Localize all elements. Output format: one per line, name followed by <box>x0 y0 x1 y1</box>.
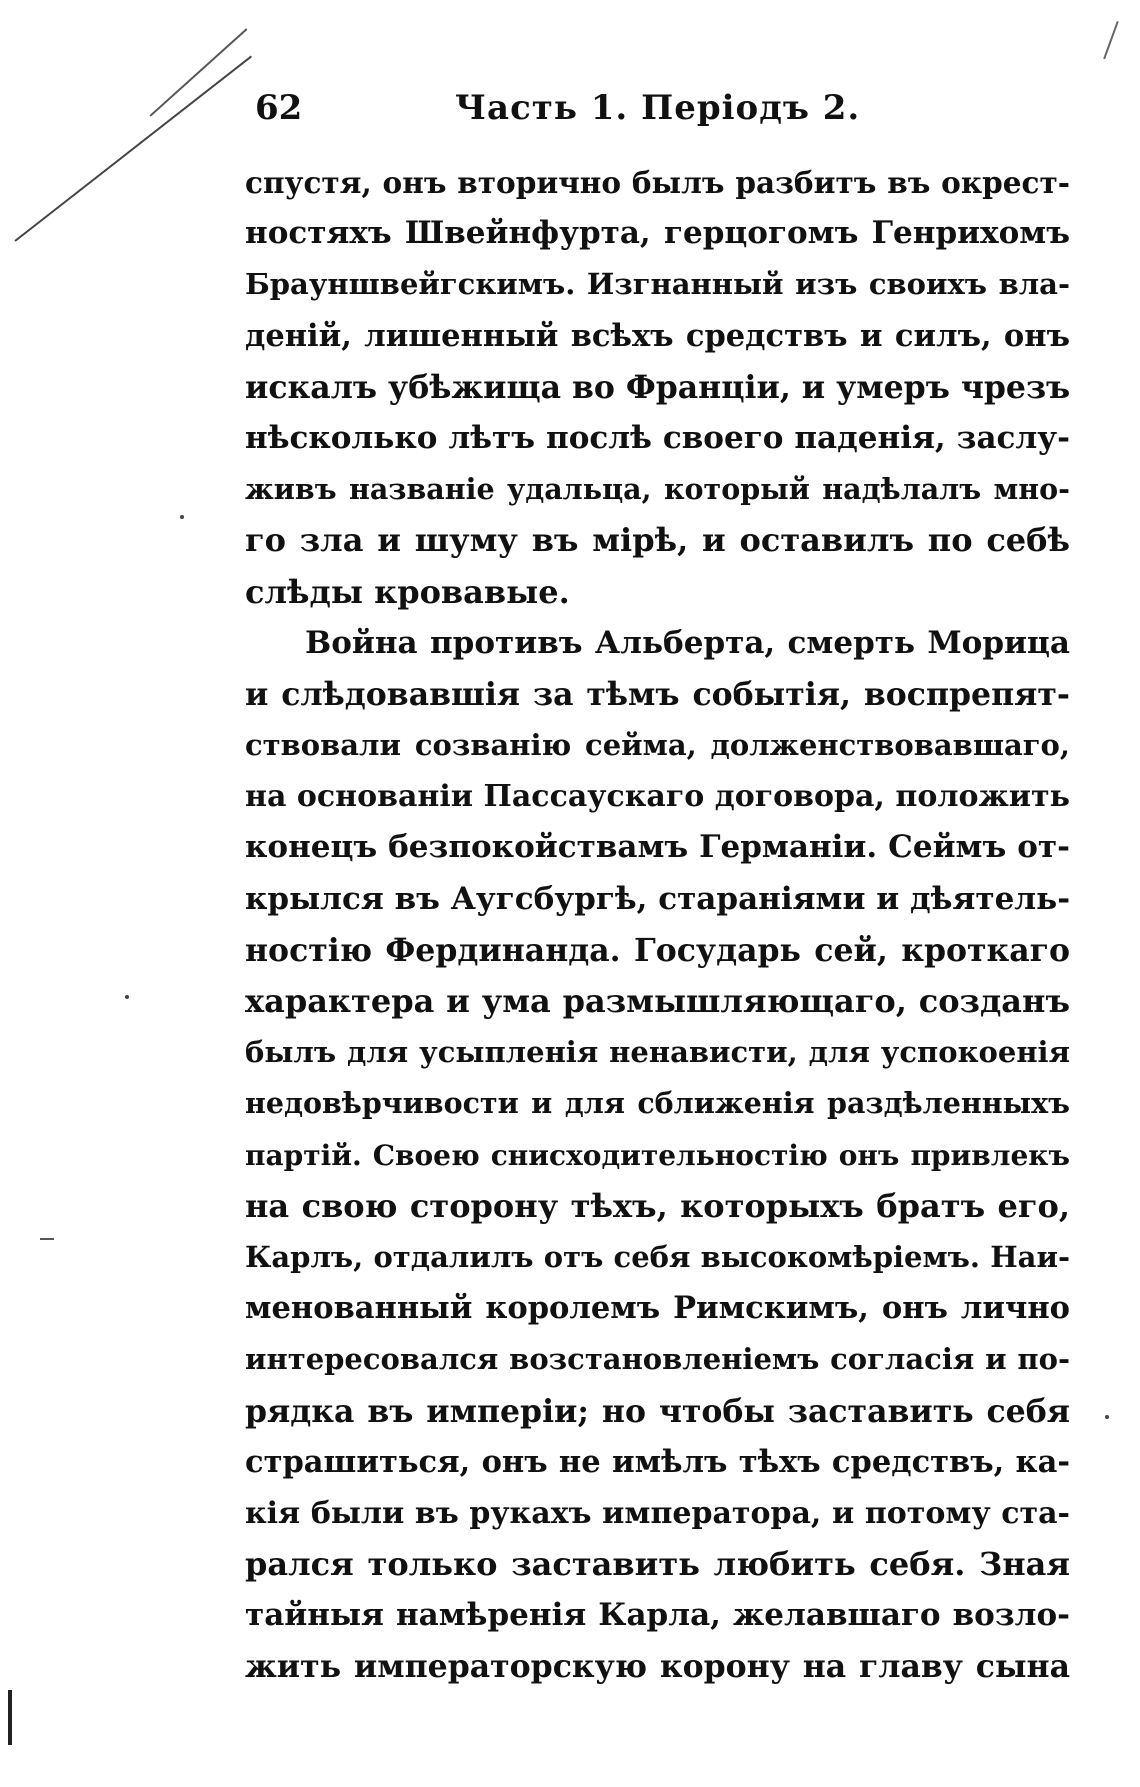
margin-mark-right <box>1103 21 1118 59</box>
text-line: ностяхъ Швейнфурта, герцогомъ Генрихомъ <box>245 215 1070 252</box>
margin-pen-stroke <box>14 56 252 242</box>
text-line: недовѣрчивости и для сближенія раздѣленныхъ <box>245 1086 1070 1121</box>
text-line: ствовали созванію сейма, долженствовавшаго, <box>245 728 1070 763</box>
margin-speck <box>125 995 129 999</box>
text-line: характера и ума размышляющаго, созданъ <box>245 982 1070 1020</box>
text-line: го зла и шуму въ мірѣ, и оставилъ по себѣ <box>245 521 1070 560</box>
text-line: и слѣдовавшія за тѣмъ событія, воспрепят- <box>245 675 1070 713</box>
text-line: Война противъ Альберта, смерть Морица <box>305 624 1070 661</box>
text-line: интересовался возстановленіемъ согласія и по- <box>245 1342 1070 1377</box>
text-line: нѣсколько лѣтъ послѣ своего паденія, заслу- <box>245 419 1070 456</box>
text-line: кія были въ рукахъ императора, и потому ста- <box>245 1495 1070 1531</box>
text-line: деній, лишенный всѣхъ средствъ и силъ, онъ <box>245 317 1070 354</box>
text-line: слѣды кровавые. <box>245 572 570 611</box>
text-line: Брауншвейгскимъ. Изгнанный изъ своихъ вла- <box>245 267 1070 302</box>
text-line: Карлъ, отдалилъ отъ себя высокомѣріемъ. Наи- <box>245 1239 1070 1274</box>
page-header <box>245 78 1070 138</box>
text-line: партій. Своею снисходительностію онъ привлекъ <box>245 1138 1070 1172</box>
text-line: жить императорскую корону на главу сына <box>245 1648 1070 1686</box>
text-line: крылся въ Аугсбургѣ, стараніями и дѣятель- <box>245 880 1070 917</box>
page-number: 62 <box>255 88 303 128</box>
body-text <box>245 157 1070 1693</box>
text-line: спустя, онъ вторично былъ разбитъ въ окрест- <box>245 165 1070 200</box>
text-line: живъ названіе удальца, который надѣлалъ мно- <box>245 472 1070 507</box>
text-line: на основаніи Пассаускаго договора, положить <box>245 779 1070 815</box>
text-line: менованный королемъ Римскимъ, онъ лично <box>245 1290 1070 1327</box>
text-line: страшиться, онъ не имѣлъ тѣхъ средствъ, ка- <box>245 1443 1070 1480</box>
text-line: ностію Фердинанда. Государь сей, кроткаго <box>245 931 1070 969</box>
margin-speck <box>1105 1415 1109 1419</box>
text-line: рядка въ имперіи; но чтобы заставить себя <box>245 1392 1070 1430</box>
running-head: Часть 1. Періодъ 2. <box>455 88 861 128</box>
text-line: тайныя намѣренія Карла, желавшаго возло- <box>245 1597 1070 1634</box>
margin-speck <box>180 515 184 519</box>
margin-bar-left <box>8 1690 12 1745</box>
margin-dash <box>40 1238 54 1240</box>
text-line: на свою сторону тѣхъ, которыхъ братъ его, <box>245 1186 1070 1225</box>
text-line: конецъ безпокойствамъ Германіи. Сеймъ от- <box>245 829 1070 866</box>
text-line: искалъ убѣжища во Франціи, и умеръ чрезъ <box>245 368 1070 406</box>
text-line: рался только заставить любить себя. Зная <box>245 1545 1070 1584</box>
text-line: былъ для усыпленія ненависти, для успокоенія <box>245 1035 1070 1070</box>
